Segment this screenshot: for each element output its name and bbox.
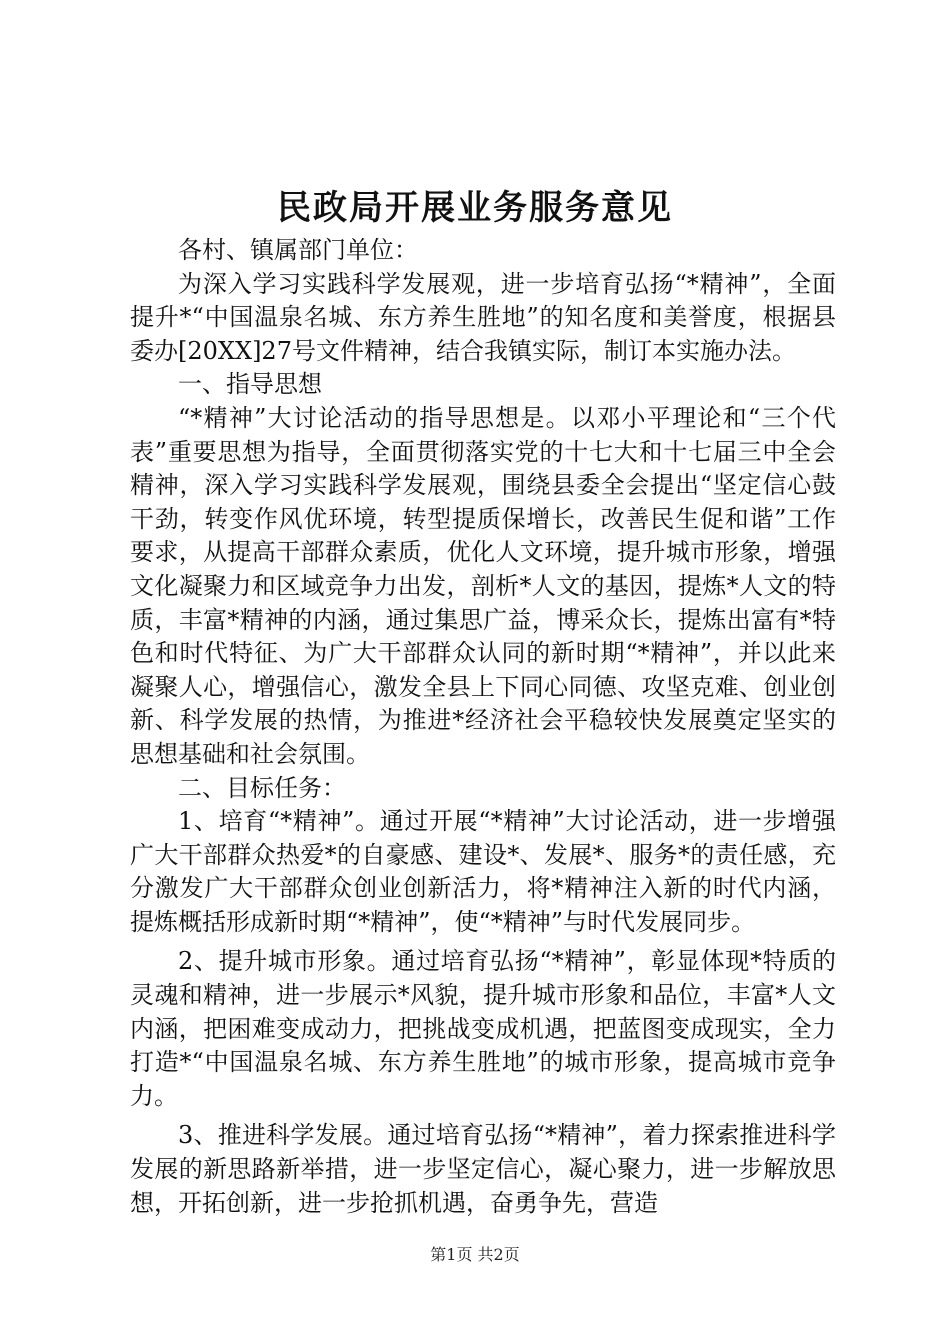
paragraph-goal-2: 2、提升城市形象。通过培育弘扬“*精神”，彰显体现*特质的灵魂和精神，进一步展示*风貌，提升城市形象和品位，丰富*人文内涵，把困难变成动力，把挑战变成机遇，把蓝图变成现实，全力打造*“中国温泉名城、东方养生胜地”的城市形象，提高城市竞争力。 xyxy=(130,947,836,1110)
heading-guiding-thought: 一、指导思想 xyxy=(178,370,322,399)
heading-goals: 二、目标任务： xyxy=(178,773,346,802)
page-number: 第1页 共2页 xyxy=(430,1245,520,1264)
paragraph-guiding-thought: “*精神”大讨论活动的指导思想是。以邓小平理论和“三个代表”重要思想为指导，全面贯彻落实党的十七大和十七届三中全会精神，深入学习实践科学发展观，围绕县委全会提出“坚定信心鼓干劲，转变作风优环境，转型提质保增长，改善民生促和谐”工作要求，从提高干部群众素质，优化人文环境，提升城市形象，增强文化凝聚力和区域竞争力出发，剖析*人文的基因，提炼*人文的特质，丰富*精神的内涵，通过集思广益，博采众长，提炼出富有*特色和时代特征、为广大干部群众认同的新时期“*精神”，并以此来凝聚人心，增强信心，激发全县上下同心同德、攻坚克难、创业创新、科学发展的热情，为推进*经济社会平稳较快发展奠定坚实的思想基础和社会氛围。 xyxy=(130,403,836,768)
document-title: 民政局开展业务服务意见 xyxy=(277,188,673,228)
paragraph-goal-3: 3、推进科学发展。通过培育弘扬“*精神”，着力探索推进科学发展的新思路新举措，进一步坚定信心，凝心聚力，进一步解放思想，开拓创新，进一步抢抓机遇，奋勇争先，营造 xyxy=(130,1121,836,1217)
salutation: 各村、镇属部门单位： xyxy=(178,236,418,264)
paragraph-intro: 为深入学习实践科学发展观，进一步培育弘扬“*精神”，全面提升*“中国温泉名城、东方养生胜地”的知名度和美誉度，根据县委办[20XX]27号文件精神，结合我镇实际，制订本实施办法。 xyxy=(130,269,836,365)
paragraph-goal-1: 1、培育“*精神”。通过开展“*精神”大讨论活动，进一步增强广大干部群众热爱*的自豪感、建设*、发展*、服务*的责任感，充分激发广大干部群众创业创新活力，将*精神注入新的时代内涵，提炼概括形成新时期“*精神”，使“*精神”与时代发展同步。 xyxy=(130,807,836,936)
document-body xyxy=(130,234,836,1220)
